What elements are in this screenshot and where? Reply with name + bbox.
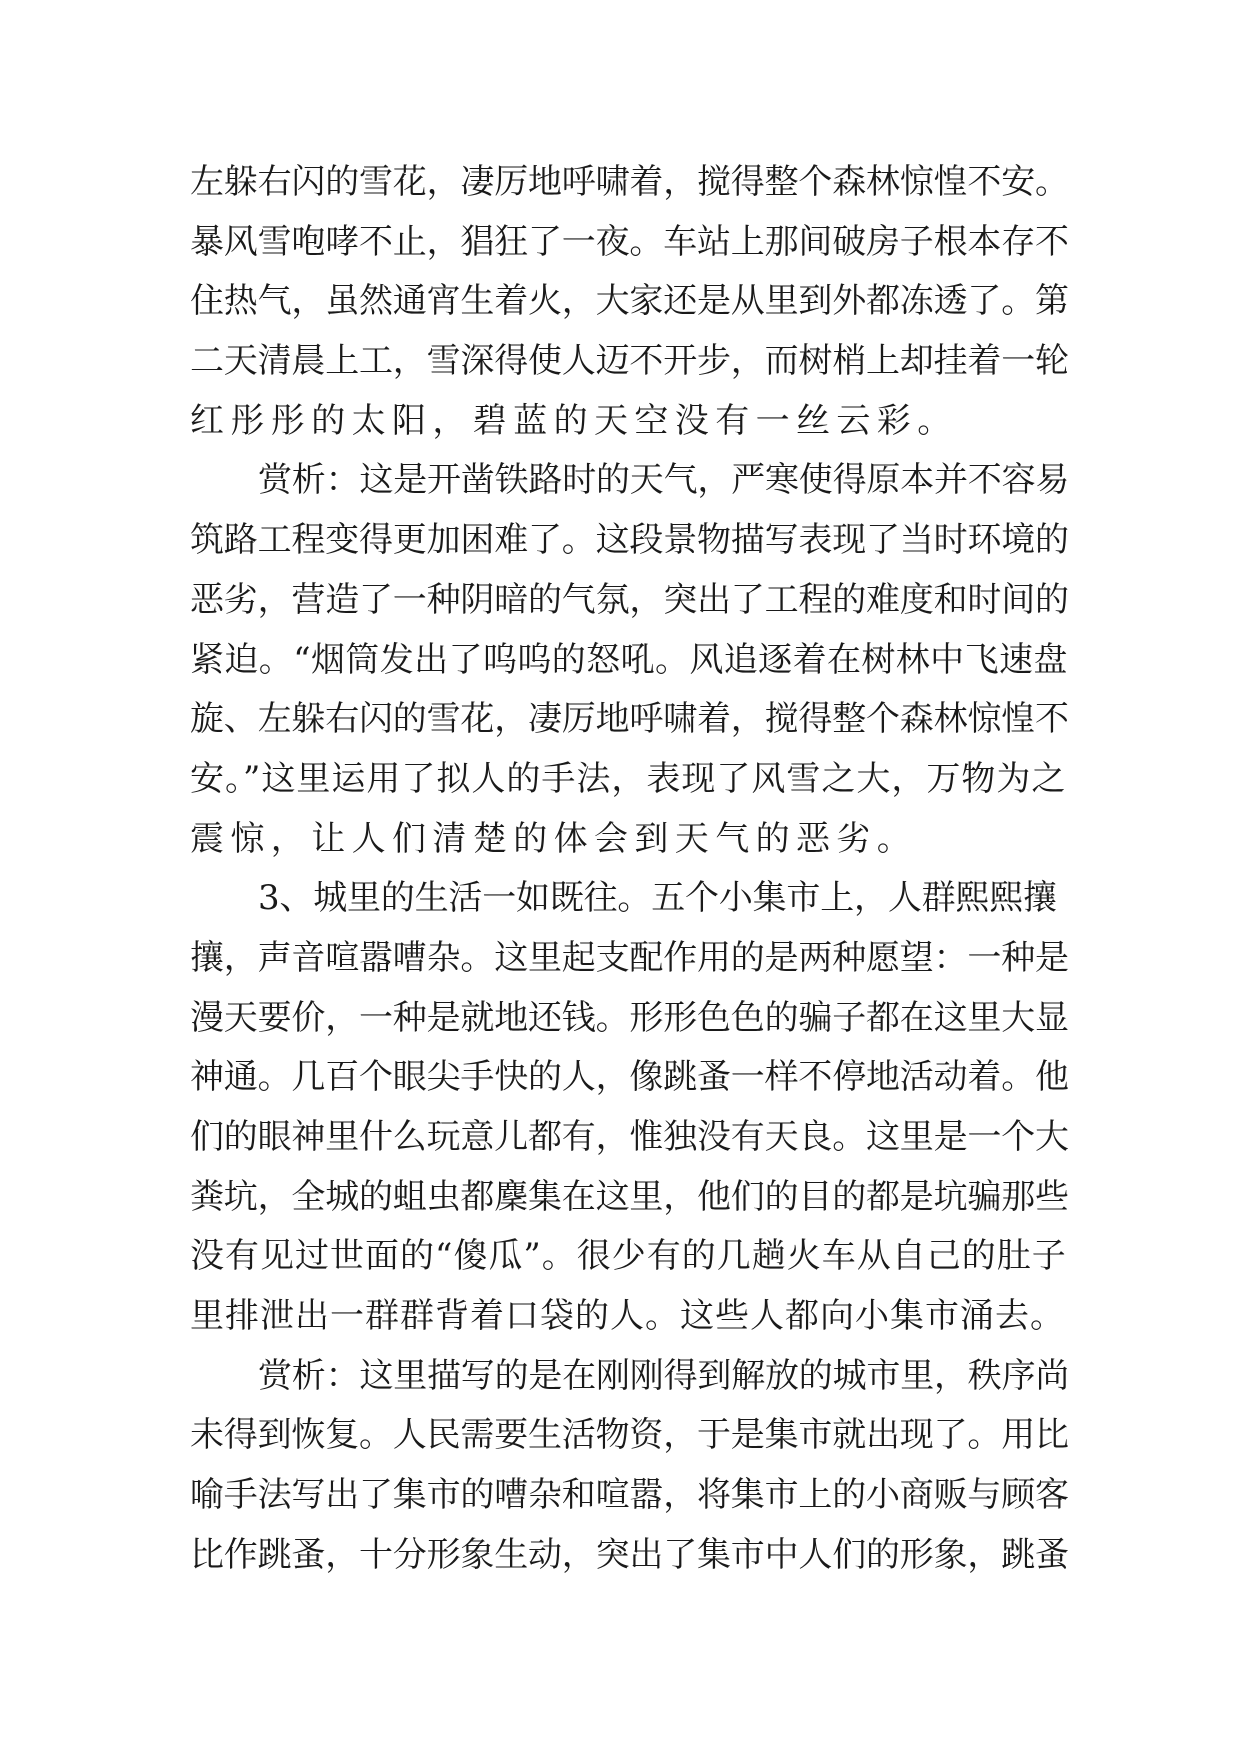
text-line: 漫天要价，一种是就地还钱。形形色色的骗子都在这里大显: [190, 997, 1069, 1038]
text-line: 里排泄出一群群背着口袋的人。这些人都向小集市涌去。: [190, 1296, 1065, 1337]
paragraph-1: [190, 153, 1070, 451]
document-body: [190, 153, 1070, 1586]
text-line: 震惊，让人们清楚的体会到天气的恶劣。: [190, 818, 918, 859]
paragraph-4: [190, 1347, 1070, 1586]
paragraph-3: [190, 869, 1070, 1347]
text-line: 赏析：这里描写的是在刚刚得到解放的城市里，秩序尚: [258, 1355, 1070, 1396]
text-line: 比作跳蚤，十分形象生动，突出了集市中人们的形象，跳蚤: [190, 1534, 1069, 1575]
text-line: 粪坑，全城的蛆虫都麇集在这里，他们的目的都是坑骗那些: [190, 1176, 1069, 1217]
text-line: 二天清晨上工，雪深得使人迈不开步，而树梢上却挂着一轮: [190, 341, 1069, 382]
text-line: 旋、左躲右闪的雪花，凄厉地呼啸着，搅得整个森林惊惶不: [190, 699, 1069, 740]
text-line: 恶劣，营造了一种阴暗的气氛，突出了工程的难度和时间的: [190, 579, 1069, 620]
text-line: 赏析：这是开凿铁路时的天气，严寒使得原本并不容易: [258, 460, 1070, 501]
text-line: 喻手法写出了集市的嘈杂和喧嚣，将集市上的小商贩与顾客: [190, 1475, 1069, 1516]
text-line: 紧迫。“烟筒发出了呜呜的怒吼。风追逐着在树林中飞速盘: [190, 639, 1068, 680]
text-line: 没有见过世面的“傻瓜”。很少有的几趟火车从自己的肚子: [190, 1236, 1067, 1277]
paragraph-2: [190, 451, 1070, 869]
text-line: 红彤彤的太阳，碧蓝的天空没有一丝云彩。: [190, 400, 958, 441]
text-line: 筑路工程变得更加困难了。这段景物描写表现了当时环境的: [190, 520, 1069, 561]
text-line: 住热气，虽然通宵生着火，大家还是从里到外都冻透了。第: [190, 281, 1069, 322]
text-line: 左躲右闪的雪花，凄厉地呼啸着，搅得整个森林惊惶不安。: [190, 162, 1069, 202]
text-line: 3、城里的生活一如既往。五个小集市上，人群熙熙攘: [258, 878, 1057, 919]
text-line: 们的眼神里什么玩意儿都有，惟独没有天良。这里是一个大: [190, 1117, 1069, 1157]
text-line: 暴风雪咆哮不止，猖狂了一夜。车站上那间破房子根本存不: [190, 221, 1069, 262]
text-line: 神通。几百个眼尖手快的人，像跳蚤一样不停地活动着。他: [190, 1057, 1069, 1098]
text-line: 攘，声音喧嚣嘈杂。这里起支配作用的是两种愿望：一种是: [190, 937, 1069, 978]
text-line: 未得到恢复。人民需要生活物资，于是集市就出现了。用比: [190, 1415, 1069, 1456]
text-line: 安。”这里运用了拟人的手法，表现了风雪之大，万物为之: [190, 758, 1067, 799]
